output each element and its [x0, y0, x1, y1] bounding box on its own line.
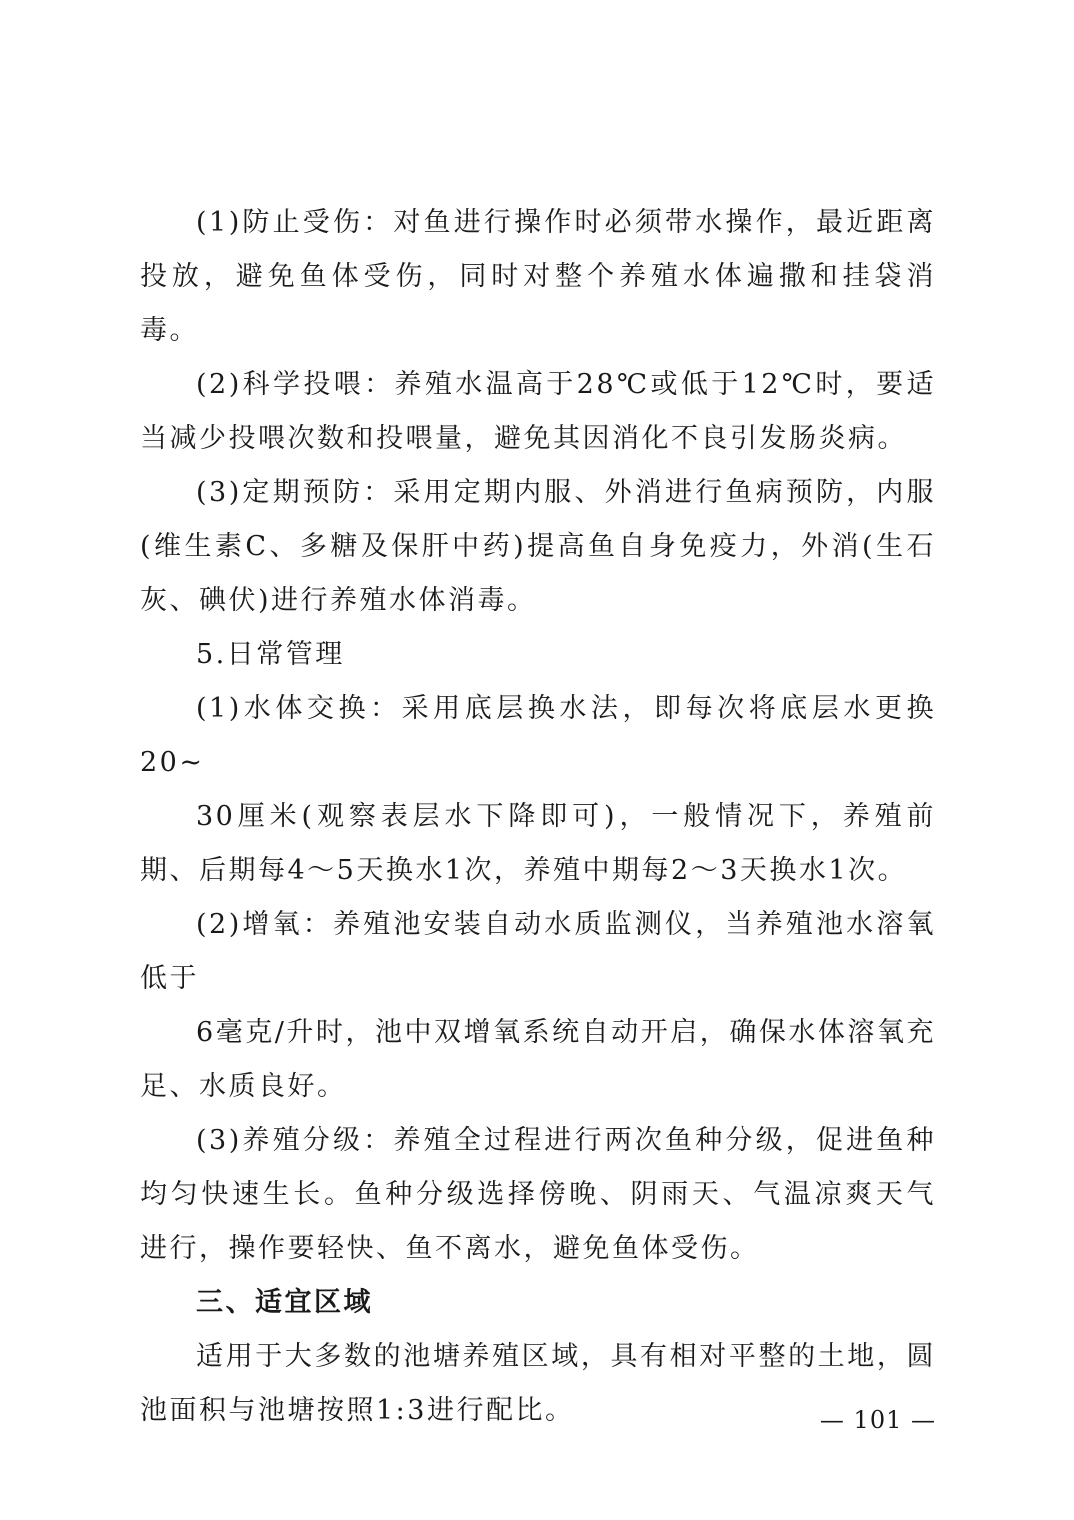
paragraph-injury-prevention: (1)防止受伤：对鱼进行操作时必须带水操作，最近距离投放，避免鱼体受伤，同时对整个养殖水体遍撒和挂袋消毒。 [140, 207, 936, 346]
paragraph-oxygenation: (2)增氧：养殖池安装自动水质监测仪，当养殖池水溶氧低于 [140, 909, 936, 994]
paragraph-oxygenation-cont: 6毫克/升时，池中双增氧系统自动开启，确保水体溶氧充足、水质良好。 [140, 1017, 936, 1102]
paragraph-suitable-area: 适用于大多数的池塘养殖区域，具有相对平整的土地，圆池面积与池塘按照1:3进行配比。 [140, 1341, 936, 1426]
paragraph-water-exchange: (1)水体交换：采用底层换水法，即每次将底层水更换20~ [140, 693, 936, 778]
document-body [140, 196, 936, 1438]
paragraph-regular-prevention: (3)定期预防：采用定期内服、外消进行鱼病预防，内服(维生素C、多糖及保肝中药)提高鱼自身免疫力，外消(生石灰、碘伏)进行养殖水体消毒。 [140, 477, 936, 616]
paragraph-scientific-feeding: (2)科学投喂：养殖水温高于28℃或低于12℃时，要适当减少投喂次数和投喂量，避免其因消化不良引发肠炎病。 [140, 369, 936, 454]
section-heading-suitable-area: 三、适宜区域 [196, 1287, 373, 1318]
paragraph-grading: (3)养殖分级：养殖全过程进行两次鱼种分级，促进鱼种均匀快速生长。鱼种分级选择傍晚、阴雨天、气温凉爽天气进行，操作要轻快、鱼不离水，避免鱼体受伤。 [140, 1125, 936, 1264]
page-number: — 101 — [819, 1406, 936, 1434]
paragraph-water-exchange-cont: 30厘米(观察表层水下降即可)，一般情况下，养殖前期、后期每4～5天换水1次，养殖中期每2～3天换水1次。 [140, 801, 936, 886]
section-daily-management: 5.日常管理 [196, 639, 345, 670]
